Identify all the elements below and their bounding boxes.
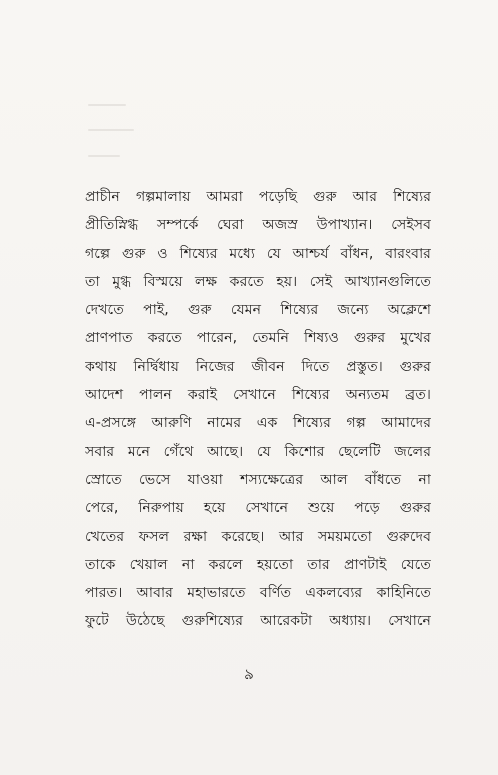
text-line: এ-প্রসঙ্গে আরুণি নামের এক শিষ্যের গল্প আমাদের	[85, 415, 431, 432]
text-line: পেরে, নিরুপায় হয়ে সেখানে শুয়ে পড়ে গুরুর	[85, 500, 431, 517]
text-line: পারত। আবার মহাভারতে বর্ণিত একলব্যের কাহিনিতে	[85, 585, 431, 602]
page-number: ৯	[244, 665, 254, 683]
text-line: প্রাচীন গল্পমালায় আমরা পড়েছি গুরু আর শিষ্যের	[85, 189, 431, 205]
text-line: খেতের ফসল রক্ষা করেছে। আর সময়মতো গুরুদেব	[85, 528, 431, 545]
faint-bleed-mark	[88, 129, 134, 131]
faint-bleed-mark	[88, 155, 120, 157]
text-line: তা মুগ্ধ বিস্ময়ে লক্ষ করতে হয়। সেই আখ্যানগুলিতে	[85, 273, 431, 290]
text-line: কথায় নির্দ্বিধায় নিজের জীবন দিতে প্রস্তুত। গুরুর	[85, 358, 431, 375]
text-line: স্রোতে ভেসে যাওয়া শস্যক্ষেত্রের আল বাঁধতে না	[85, 471, 431, 488]
body-paragraph	[85, 183, 431, 636]
text-line: সবার মনে গেঁথে আছে। যে কিশোর ছেলেটি জলের	[85, 443, 431, 460]
text-line: তাকে খেয়াল না করলে হয়তো তার প্রাণটাই যেতে	[85, 556, 431, 573]
text-line: দেখতে পাই, গুরু যেমন শিষ্যের জন্যে অক্লেশে	[85, 302, 431, 319]
text-line: গল্পে গুরু ও শিষ্যের মধ্যে যে আশ্চর্য বাঁধন, বারংবার	[85, 245, 431, 262]
text-line: প্রাণপাত করতে পারেন, তেমনি শিষ্যও গুরুর মুখের	[85, 330, 431, 347]
text-line: ফুটে উঠেছে গুরুশিষ্যের আরেকটা অধ্যায়। সেখানে	[85, 613, 431, 630]
text-line: প্রীতিস্নিগ্ধ সম্পর্কে ঘেরা অজস্র উপাখ্যান। সেইসব	[85, 217, 431, 234]
text-line: আদেশ পালন করাই সেখানে শিষ্যের অন্যতম ব্রত।	[85, 387, 431, 404]
faint-bleed-mark	[88, 104, 126, 106]
